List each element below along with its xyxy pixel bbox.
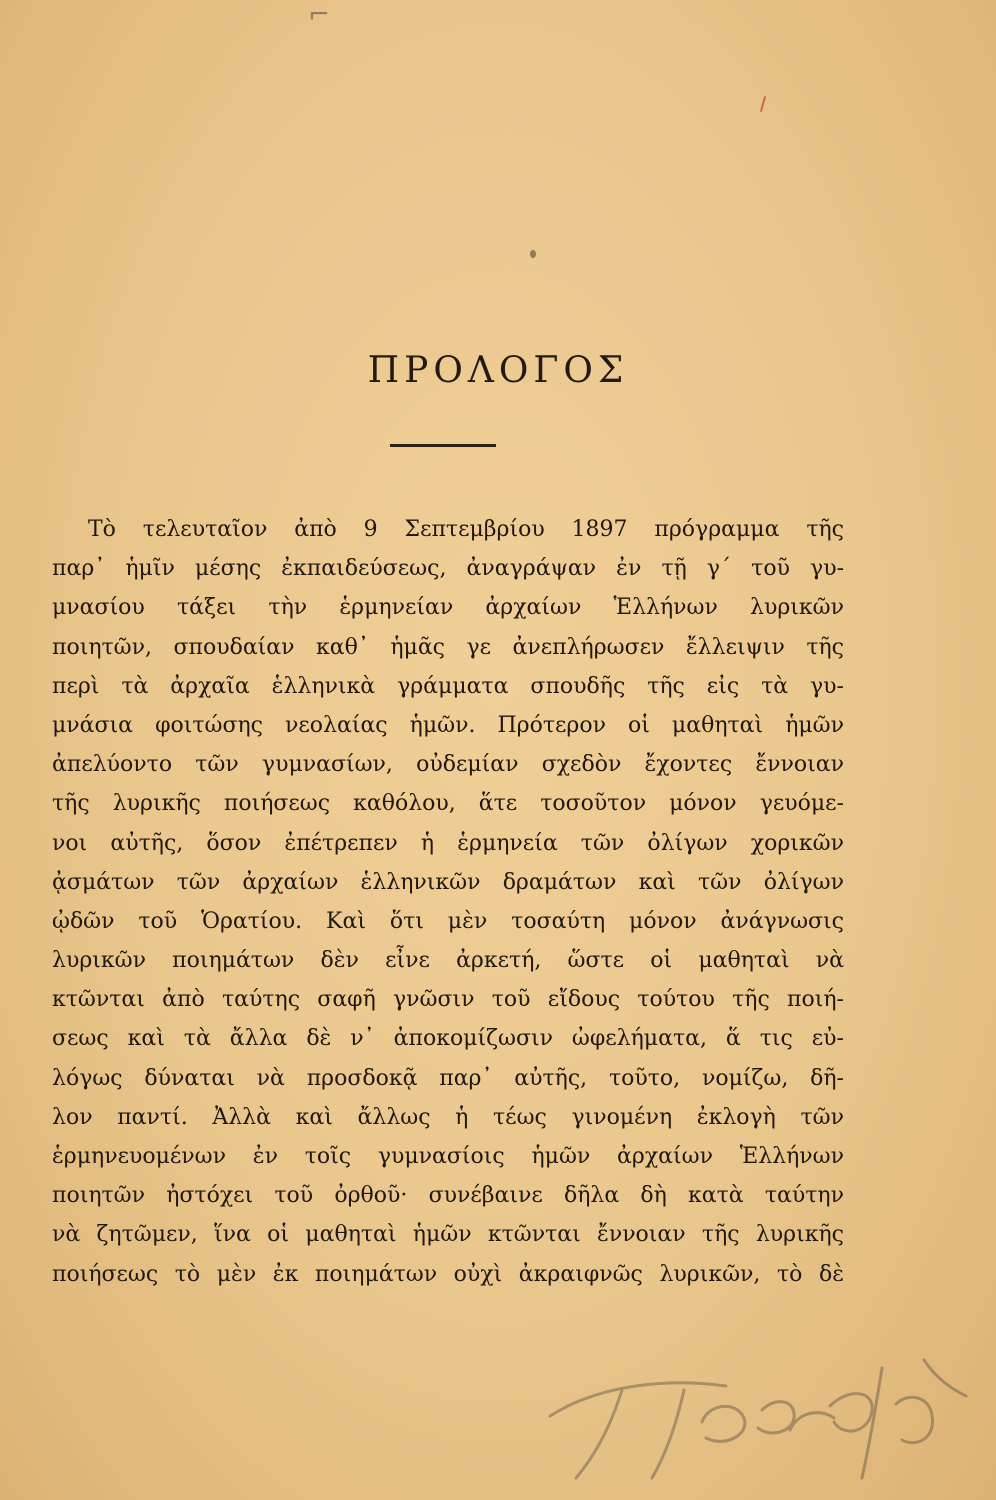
text-line: κτῶνται ἀπὸ ταύτης σαφῆ γνῶσιν τοῦ εἴδους τούτου τῆς ποιή- xyxy=(52,987,844,1013)
text-line: λυρικῶν ποιημάτων δὲν εἶνε ἀρκετή, ὥστε οἱ μαθηταὶ νὰ xyxy=(52,948,844,974)
text-line: μνασίου τάξει τὴν ἑρμηνείαν ἀρχαίων Ἑλλήνων λυρικῶν xyxy=(52,595,844,621)
text-line: ἑρμηνευομένων ἐν τοῖς γυμνασίοις ἡμῶν ἀρχαίων Ἑλλήνων xyxy=(52,1144,844,1169)
top-margin-mark: ⌐ xyxy=(308,0,330,30)
text-line: ποιήσεως τὸ μὲν ἐκ ποιημάτων οὐχὶ ἀκραιφνῶς λυρικῶν, τὸ δὲ xyxy=(52,1261,844,1287)
text-line: παρ᾿ ἡμῖν μέσης ἐκπαιδεύσεως, ἀναγράψαν ἐν τῇ γ´ τοῦ γυ- xyxy=(52,556,844,582)
text-line: ᾀσμάτων τῶν ἀρχαίων ἑλληνικῶν δραμάτων καὶ τῶν ὀλίγων xyxy=(52,869,844,895)
text-line: Τὸ τελευταῖον ἀπὸ 9 Σεπτεμβρίου 1897 πρόγραμμα τῆς xyxy=(88,517,844,542)
title-rule xyxy=(390,444,496,447)
text-line: περὶ τὰ ἀρχαῖα ἑλληνικὰ γράμματα σπουδῆς τῆς εἰς τὰ γυ- xyxy=(52,673,844,699)
text-line: σεως καὶ τὰ ἄλλα δὲ ν᾿ ἀποκομίζωσιν ὠφελήματα, ἅ τις εὐ- xyxy=(52,1026,844,1052)
text-line: μνάσια φοιτώσης νεολαίας ἡμῶν. Πρότερον οἱ μαθηταὶ ἡμῶν xyxy=(52,712,844,738)
text-line: ἀπελύοντο τῶν γυμνασίων, οὐδεμίαν σχεδὸν ἔχοντες ἔννοιαν xyxy=(52,752,844,778)
ink-speck xyxy=(530,250,536,258)
prologue-body xyxy=(52,510,844,1294)
text-line: ποιητῶν, σπουδαίαν καθ᾿ ἡμᾶς γε ἀνεπλήρωσεν ἔλλειψιν τῆς xyxy=(52,634,844,660)
text-line: λον παντί. Ἀλλὰ καὶ ἄλλως ἡ τέως γινομένη ἐκλογὴ τῶν xyxy=(52,1104,844,1130)
red-pen-mark xyxy=(760,96,766,112)
page-title: ΠΡΟΛΟΓΟΣ xyxy=(367,350,629,391)
text-line: τῆς λυρικῆς ποιήσεως καθόλου, ἅτε τοσοῦτον μόνον γευόμε- xyxy=(52,791,844,817)
handwritten-signature xyxy=(530,1326,970,1486)
text-line: ᾠδῶν τοῦ Ὁρατίου. Καὶ ὅτι μὲν τοσαύτη μόνον ἀνάγνωσις xyxy=(52,908,844,934)
text-line: νὰ ζητῶμεν, ἵνα οἱ μαθηταὶ ἡμῶν κτῶνται ἔννοιαν τῆς λυρικῆς xyxy=(52,1222,844,1248)
text-line: νοι αὐτῆς, ὅσον ἐπέτρεπεν ἡ ἑρμηνεία τῶν ὀλίγων χορικῶν xyxy=(52,830,844,856)
text-line: ποιητῶν ἠστόχει τοῦ ὀρθοῦ· συνέβαινε δῆλα δὴ κατὰ ταύτην xyxy=(52,1183,844,1209)
text-line: λόγως δύναται νὰ προσδοκᾷ παρ᾿ αὐτῆς, τοῦτο, νομίζω, δῆ- xyxy=(52,1065,844,1091)
